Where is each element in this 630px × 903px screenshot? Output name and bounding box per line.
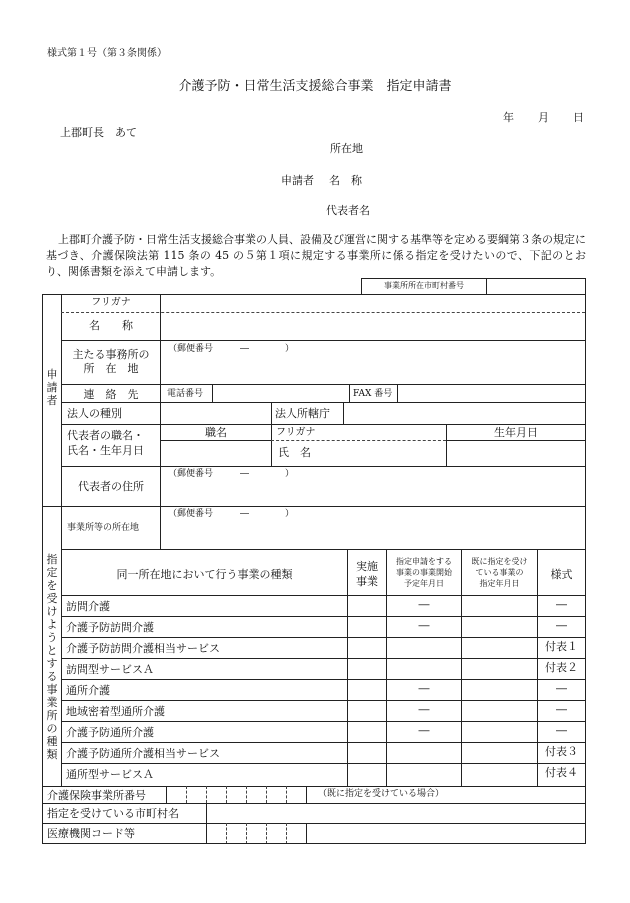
business-postal: （郵便番号 ― ）: [168, 509, 295, 519]
form-cell: 付表３: [545, 745, 578, 758]
insurance-digit-sep: [266, 786, 267, 803]
fax-label: FAX 番号: [353, 389, 393, 399]
form-cell: ―: [556, 598, 567, 611]
row-line: [61, 763, 585, 764]
business-type-name: 介護予防通所介護相当サービス: [66, 747, 220, 760]
name-label: 名 称: [89, 319, 133, 332]
medical-code-label: 医療機関コード等: [47, 827, 135, 840]
section-divider: [42, 506, 586, 507]
office-location-divider: [160, 506, 161, 549]
footer-line-1: [42, 803, 586, 804]
footer-line-2: [42, 823, 586, 824]
rep-title-label-1: 代表者の職名・: [67, 429, 144, 442]
form-cell: ―: [556, 703, 567, 716]
row-line: [61, 700, 585, 701]
business-type-name: 訪問型サービスＡ: [66, 663, 154, 676]
corp-type-label: 法人の種別: [67, 407, 122, 420]
col-form-header: 様式: [550, 568, 573, 581]
form-cell: ―: [556, 682, 567, 695]
muni-box-right: [585, 278, 586, 295]
corp-authority-divider: [343, 402, 344, 424]
business-header-bottom: [61, 595, 585, 596]
full-name-label: 氏 名: [278, 446, 311, 459]
job-title-label: 職名: [205, 426, 227, 439]
table-right: [585, 294, 586, 844]
applicant-location-label: 所在地: [330, 142, 363, 155]
row-line: [61, 637, 585, 638]
date-day: 日: [573, 111, 584, 124]
col-planned-header-1: 指定申請をする: [396, 557, 452, 566]
birth-date-label: 生年月日: [494, 426, 538, 439]
medical-digit-sep: [246, 823, 247, 844]
col-planned-header-3: 予定年月日: [404, 579, 444, 588]
medical-digit-sep: [226, 823, 227, 844]
planned-date-cell: ―: [418, 598, 430, 611]
col-planned-header-2: 事業の事業開始: [396, 568, 452, 577]
phone-divider: [212, 384, 213, 402]
rep-furigana-dashed: [271, 440, 446, 441]
business-header-top: [61, 549, 585, 550]
document-title: 介護予防・日常生活支援総合事業 指定申請書: [178, 79, 452, 94]
addressee: 上郡町長 あて: [60, 126, 137, 139]
office-postal: （郵便番号 ― ）: [168, 344, 295, 354]
applicant-label-divider: [160, 294, 161, 506]
col-existing-header-2: ている事業の: [475, 568, 524, 577]
fax-left-divider: [349, 384, 350, 402]
business-type-name: 地域密着型通所介護: [66, 705, 165, 718]
business-type-name: 通所介護: [66, 684, 110, 697]
office-location-label: 事業所等の所在地: [67, 523, 140, 533]
business-type-name: 介護予防通所介護: [66, 726, 154, 739]
planned-date-cell: ―: [418, 619, 430, 632]
insurance-digit-sep: [226, 786, 227, 803]
col-impl-header-1: 実施: [356, 560, 378, 573]
business-type-name: 訪問介護: [66, 600, 110, 613]
col-type-header: 同一所在地において行う事業の種類: [116, 568, 293, 581]
row-line: [61, 616, 585, 617]
col-existing-header-1: 既に指定を受け: [471, 557, 528, 566]
medical-end: [306, 823, 307, 844]
business-side-label: 指定を受けようとする事業所の種類: [46, 553, 58, 761]
business-type-name: 介護予防訪問介護相当サービス: [66, 642, 220, 655]
form-cell: ―: [556, 619, 567, 632]
rep-title-label-2: 氏名・生年月日: [67, 444, 144, 457]
rep-postal: （郵便番号 ― ）: [168, 469, 295, 479]
designated-city-divider: [206, 803, 207, 823]
office-address-label-2: 所 在 地: [83, 362, 139, 375]
phone-label: 電話番号: [167, 389, 204, 399]
planned-date-cell: ―: [418, 724, 430, 737]
applicant-label: 申請者: [281, 174, 314, 187]
col-impl-header-2: 事業: [356, 575, 378, 588]
medical-digit-sep: [286, 823, 287, 844]
row-line-2: [61, 384, 585, 385]
row-line-4: [61, 424, 585, 425]
footer-top: [42, 786, 586, 787]
form-number: 様式第１号（第３条関係）: [47, 48, 167, 59]
contact-label: 連 絡 先: [83, 388, 139, 401]
applicant-side-label: 申請者: [46, 368, 58, 407]
rep-address-label: 代表者の住所: [78, 480, 144, 493]
furigana-dashed-line: [61, 312, 585, 313]
row-line: [61, 742, 585, 743]
fax-right-divider: [397, 384, 398, 402]
muni-box-divider: [486, 278, 487, 295]
office-address-label-1: 主たる事務所の: [72, 348, 150, 361]
date-month: 月: [538, 111, 549, 124]
row-line-3: [61, 402, 585, 403]
planned-date-cell: ―: [418, 682, 430, 695]
row-line-5: [61, 466, 585, 467]
furigana-label: フリガナ: [91, 297, 131, 308]
insurance-digit-sep: [186, 786, 187, 803]
row-line: [61, 679, 585, 680]
table-bottom: [42, 843, 586, 844]
designated-city-label: 指定を受けている市町村名: [47, 807, 179, 820]
form-cell: ―: [556, 724, 567, 737]
insurance-digit-sep: [206, 786, 207, 803]
insurance-digit-sep: [246, 786, 247, 803]
insurance-end: [306, 786, 307, 803]
corp-divider: [271, 402, 272, 466]
applicant-name-label: 名 称: [329, 174, 362, 187]
planned-date-cell: ―: [418, 703, 430, 716]
col-existing-header-3: 指定年月日: [479, 579, 520, 588]
date-year: 年: [503, 111, 514, 124]
medical-divider: [206, 823, 207, 844]
business-type-name: 通所型サービスＡ: [66, 768, 154, 781]
row-line: [61, 721, 585, 722]
form-cell: 付表２: [545, 661, 578, 674]
muni-box-top: [361, 278, 586, 279]
insurance-digit-sep: [286, 786, 287, 803]
table-left: [42, 294, 43, 844]
insurance-divider: [166, 786, 167, 803]
row-line-1: [61, 340, 585, 341]
business-type-name: 介護予防訪問介護: [66, 621, 154, 634]
corp-authority-label: 法人所轄庁: [275, 407, 330, 420]
business-side-divider: [61, 506, 62, 786]
form-cell: 付表４: [545, 766, 578, 779]
job-title-underline: [160, 440, 271, 441]
insurance-number-label: 介護保険事業所番号: [47, 789, 146, 802]
body-paragraph: 上郡町介護予防・日常生活支援総合事業の人員、設備及び運営に関する基準等を定める要綱第３条の規定に基づき、介護保険法第 115 条の 45 の５第１項に規定する事業所に係る指定を受けたいので、下記のとおり、関係書類を添えて申請します。: [46, 233, 586, 278]
medical-digit-sep: [266, 823, 267, 844]
form-cell: 付表１: [545, 640, 578, 653]
municipal-number-label: 事業所所在市町村番号: [384, 281, 464, 290]
row-line: [61, 658, 585, 659]
rep-furigana-label: フリガナ: [276, 427, 316, 438]
representative-label: 代表者名: [326, 204, 370, 217]
birth-underline: [446, 440, 585, 441]
insurance-note: （既に指定を受けている場合）: [318, 789, 445, 799]
table-top: [42, 294, 586, 295]
